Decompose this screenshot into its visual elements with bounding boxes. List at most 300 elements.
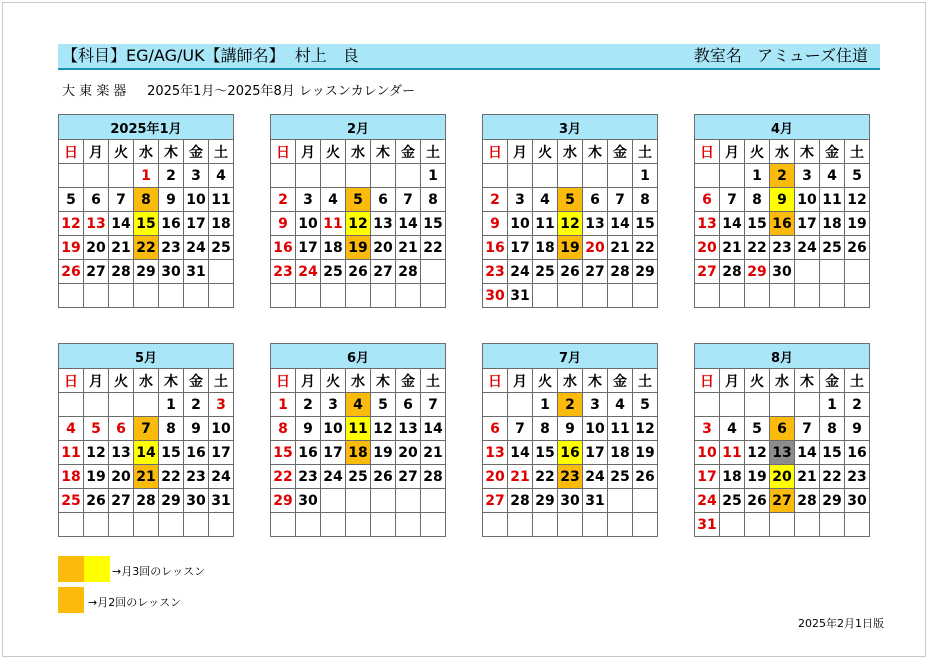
empty-cell	[583, 513, 608, 537]
day-cell: 22	[159, 465, 184, 489]
empty-cell	[820, 260, 845, 284]
day-cell: 28	[608, 260, 633, 284]
empty-cell	[371, 164, 396, 188]
weekday-header: 木	[159, 140, 184, 164]
weekday-header: 木	[795, 369, 820, 393]
day-cell: 6	[770, 417, 795, 441]
day-cell: 9	[296, 417, 321, 441]
day-cell: 7	[134, 417, 159, 441]
day-cell: 1	[820, 393, 845, 417]
empty-cell	[371, 513, 396, 537]
day-cell: 13	[371, 212, 396, 236]
day-cell: 15	[745, 212, 770, 236]
weekday-header: 土	[633, 140, 658, 164]
empty-cell	[720, 284, 745, 308]
day-cell: 17	[695, 465, 720, 489]
weekday-header: 月	[84, 369, 109, 393]
day-cell: 3	[795, 164, 820, 188]
day-cell: 28	[720, 260, 745, 284]
day-cell: 19	[84, 465, 109, 489]
day-cell: 16	[558, 441, 583, 465]
month-title: 3月	[483, 115, 658, 140]
weekday-header: 金	[608, 369, 633, 393]
weekday-header: 水	[134, 369, 159, 393]
day-cell: 8	[159, 417, 184, 441]
empty-cell	[421, 489, 446, 513]
day-cell: 7	[396, 188, 421, 212]
day-cell: 17	[795, 212, 820, 236]
day-cell: 27	[396, 465, 421, 489]
empty-cell	[321, 164, 346, 188]
day-cell: 11	[533, 212, 558, 236]
day-cell: 30	[159, 260, 184, 284]
empty-cell	[184, 284, 209, 308]
day-cell: 6	[583, 188, 608, 212]
day-cell: 24	[184, 236, 209, 260]
day-cell: 3	[695, 417, 720, 441]
empty-cell	[271, 513, 296, 537]
day-cell: 21	[109, 236, 134, 260]
day-cell: 20	[483, 465, 508, 489]
day-cell: 29	[159, 489, 184, 513]
day-cell: 15	[820, 441, 845, 465]
day-cell: 22	[745, 236, 770, 260]
month-calendar	[482, 343, 658, 537]
day-cell: 3	[296, 188, 321, 212]
empty-cell	[770, 284, 795, 308]
empty-cell	[296, 513, 321, 537]
day-cell: 11	[209, 188, 234, 212]
day-cell: 3	[583, 393, 608, 417]
day-cell: 26	[633, 465, 658, 489]
day-cell: 24	[795, 236, 820, 260]
day-cell: 15	[134, 212, 159, 236]
month-title: 4月	[695, 115, 870, 140]
day-cell: 12	[371, 417, 396, 441]
day-cell: 19	[633, 441, 658, 465]
day-cell: 1	[421, 164, 446, 188]
day-cell: 27	[770, 489, 795, 513]
empty-cell	[845, 284, 870, 308]
empty-cell	[321, 513, 346, 537]
weekday-header: 土	[421, 140, 446, 164]
empty-cell	[84, 164, 109, 188]
day-cell: 10	[508, 212, 533, 236]
day-cell: 9	[483, 212, 508, 236]
day-cell: 25	[608, 465, 633, 489]
day-cell: 10	[695, 441, 720, 465]
day-cell: 9	[271, 212, 296, 236]
weekday-header: 金	[820, 369, 845, 393]
day-cell: 31	[695, 513, 720, 537]
day-cell: 18	[533, 236, 558, 260]
weekday-header: 日	[483, 140, 508, 164]
day-cell: 31	[583, 489, 608, 513]
day-cell: 15	[533, 441, 558, 465]
weekday-header: 火	[533, 369, 558, 393]
classroom-name: アミューズ住道	[757, 46, 868, 65]
day-cell: 21	[795, 465, 820, 489]
day-cell: 29	[633, 260, 658, 284]
weekday-header: 月	[508, 369, 533, 393]
day-cell: 21	[134, 465, 159, 489]
day-cell: 8	[633, 188, 658, 212]
empty-cell	[371, 489, 396, 513]
weekday-header: 土	[421, 369, 446, 393]
weekday-header: 水	[558, 369, 583, 393]
day-cell: 5	[59, 188, 84, 212]
day-cell: 16	[159, 212, 184, 236]
day-cell: 11	[720, 441, 745, 465]
empty-cell	[508, 513, 533, 537]
month-calendar	[58, 114, 234, 308]
weekday-header: 月	[296, 369, 321, 393]
empty-cell	[271, 164, 296, 188]
day-cell: 14	[109, 212, 134, 236]
day-cell: 17	[321, 441, 346, 465]
day-cell: 20	[109, 465, 134, 489]
day-cell: 9	[770, 188, 795, 212]
day-cell: 14	[720, 212, 745, 236]
day-cell: 7	[720, 188, 745, 212]
empty-cell	[296, 164, 321, 188]
day-cell: 9	[184, 417, 209, 441]
weekday-header: 木	[583, 369, 608, 393]
weekday-header: 火	[745, 140, 770, 164]
month-title: 7月	[483, 344, 658, 369]
day-cell: 13	[770, 441, 795, 465]
day-cell: 1	[745, 164, 770, 188]
day-cell: 7	[795, 417, 820, 441]
teacher-name: 村上 良	[294, 46, 359, 65]
day-cell: 25	[720, 489, 745, 513]
empty-cell	[770, 393, 795, 417]
day-cell: 1	[533, 393, 558, 417]
weekday-header: 月	[508, 140, 533, 164]
day-cell: 14	[608, 212, 633, 236]
day-cell: 18	[720, 465, 745, 489]
empty-cell	[558, 513, 583, 537]
empty-cell	[84, 393, 109, 417]
day-cell: 20	[371, 236, 396, 260]
empty-cell	[695, 164, 720, 188]
day-cell: 30	[296, 489, 321, 513]
day-cell: 29	[533, 489, 558, 513]
empty-cell	[346, 164, 371, 188]
empty-cell	[558, 284, 583, 308]
empty-cell	[321, 284, 346, 308]
weekday-header: 金	[396, 140, 421, 164]
day-cell: 26	[59, 260, 84, 284]
day-cell: 14	[795, 441, 820, 465]
month-title: 6月	[271, 344, 446, 369]
empty-cell	[396, 164, 421, 188]
subject-teacher	[62, 46, 359, 66]
day-cell: 25	[209, 236, 234, 260]
day-cell: 24	[296, 260, 321, 284]
day-cell: 25	[59, 489, 84, 513]
weekday-header: 月	[296, 140, 321, 164]
day-cell: 15	[271, 441, 296, 465]
empty-cell	[84, 284, 109, 308]
day-cell: 5	[845, 164, 870, 188]
weekday-header: 金	[820, 140, 845, 164]
day-cell: 2	[483, 188, 508, 212]
day-cell: 20	[583, 236, 608, 260]
empty-cell	[608, 489, 633, 513]
subject-value: EG/AG/UK	[126, 46, 205, 65]
empty-cell	[59, 164, 84, 188]
day-cell: 21	[508, 465, 533, 489]
day-cell: 29	[820, 489, 845, 513]
day-cell: 18	[321, 236, 346, 260]
day-cell: 31	[508, 284, 533, 308]
day-cell: 11	[321, 212, 346, 236]
day-cell: 10	[296, 212, 321, 236]
month-title: 2025年1月	[59, 115, 234, 140]
day-cell: 23	[159, 236, 184, 260]
day-cell: 5	[371, 393, 396, 417]
day-cell: 19	[346, 236, 371, 260]
day-cell: 17	[583, 441, 608, 465]
month-calendar	[482, 114, 658, 308]
day-cell: 23	[184, 465, 209, 489]
weekday-header: 水	[770, 369, 795, 393]
day-cell: 24	[209, 465, 234, 489]
day-cell: 18	[59, 465, 84, 489]
day-cell: 17	[508, 236, 533, 260]
day-cell: 8	[745, 188, 770, 212]
weekday-header: 木	[583, 140, 608, 164]
empty-cell	[209, 513, 234, 537]
empty-cell	[59, 513, 84, 537]
empty-cell	[795, 393, 820, 417]
empty-cell	[134, 513, 159, 537]
day-cell: 23	[770, 236, 795, 260]
empty-cell	[271, 284, 296, 308]
day-cell: 25	[533, 260, 558, 284]
company-name: 大 東 楽 器	[62, 84, 127, 99]
day-cell: 24	[508, 260, 533, 284]
empty-cell	[633, 284, 658, 308]
day-cell: 14	[508, 441, 533, 465]
day-cell: 12	[845, 188, 870, 212]
classroom-info	[694, 46, 868, 66]
empty-cell	[84, 513, 109, 537]
day-cell: 28	[109, 260, 134, 284]
day-cell: 31	[184, 260, 209, 284]
weekday-header: 土	[845, 140, 870, 164]
weekday-header: 火	[533, 140, 558, 164]
day-cell: 1	[159, 393, 184, 417]
day-cell: 25	[820, 236, 845, 260]
weekday-header: 火	[321, 369, 346, 393]
empty-cell	[346, 513, 371, 537]
day-cell: 19	[845, 212, 870, 236]
day-cell: 13	[84, 212, 109, 236]
subtitle	[62, 80, 415, 99]
weekday-header: 火	[109, 369, 134, 393]
day-cell: 21	[720, 236, 745, 260]
empty-cell	[745, 284, 770, 308]
day-cell: 25	[346, 465, 371, 489]
empty-cell	[720, 513, 745, 537]
day-cell: 8	[533, 417, 558, 441]
period: 2025年1月～2025年8月	[147, 84, 295, 99]
empty-cell	[321, 489, 346, 513]
edition-date: 2025年2月1日版	[798, 617, 884, 630]
weekday-header: 日	[271, 369, 296, 393]
day-cell: 20	[695, 236, 720, 260]
day-cell: 11	[59, 441, 84, 465]
day-cell: 28	[134, 489, 159, 513]
weekday-header: 木	[159, 369, 184, 393]
empty-cell	[296, 284, 321, 308]
day-cell: 17	[209, 441, 234, 465]
day-cell: 26	[371, 465, 396, 489]
day-cell: 3	[321, 393, 346, 417]
weekday-header: 日	[483, 369, 508, 393]
weekday-header: 水	[346, 140, 371, 164]
day-cell: 22	[533, 465, 558, 489]
weekday-header: 水	[770, 140, 795, 164]
day-cell: 16	[845, 441, 870, 465]
day-cell: 1	[134, 164, 159, 188]
empty-cell	[608, 284, 633, 308]
day-cell: 31	[209, 489, 234, 513]
weekday-header: 火	[109, 140, 134, 164]
day-cell: 2	[558, 393, 583, 417]
month-title: 8月	[695, 344, 870, 369]
day-cell: 28	[421, 465, 446, 489]
empty-cell	[159, 284, 184, 308]
day-cell: 5	[745, 417, 770, 441]
weekday-header: 月	[84, 140, 109, 164]
weekday-header: 土	[209, 369, 234, 393]
empty-cell	[109, 393, 134, 417]
day-cell: 18	[209, 212, 234, 236]
empty-cell	[508, 164, 533, 188]
day-cell: 2	[770, 164, 795, 188]
day-cell: 13	[695, 212, 720, 236]
day-cell: 6	[109, 417, 134, 441]
day-cell: 12	[745, 441, 770, 465]
day-cell: 2	[296, 393, 321, 417]
day-cell: 16	[296, 441, 321, 465]
empty-cell	[59, 393, 84, 417]
day-cell: 11	[608, 417, 633, 441]
empty-cell	[159, 513, 184, 537]
day-cell: 13	[109, 441, 134, 465]
day-cell: 14	[421, 417, 446, 441]
weekday-header: 金	[184, 140, 209, 164]
teacher-label: 【講師名】	[204, 46, 285, 65]
empty-cell	[371, 284, 396, 308]
day-cell: 2	[845, 393, 870, 417]
day-cell: 15	[421, 212, 446, 236]
day-cell: 16	[271, 236, 296, 260]
day-cell: 10	[795, 188, 820, 212]
day-cell: 5	[558, 188, 583, 212]
day-cell: 18	[346, 441, 371, 465]
day-cell: 10	[184, 188, 209, 212]
month-calendar	[58, 343, 234, 537]
day-cell: 4	[59, 417, 84, 441]
day-cell: 3	[508, 188, 533, 212]
weekday-header: 木	[371, 369, 396, 393]
classroom-label: 教室名	[693, 46, 742, 65]
day-cell: 20	[770, 465, 795, 489]
month-calendar	[270, 343, 446, 537]
day-cell: 25	[321, 260, 346, 284]
weekday-header: 金	[184, 369, 209, 393]
day-cell: 30	[845, 489, 870, 513]
empty-cell	[795, 513, 820, 537]
day-cell: 23	[271, 260, 296, 284]
day-cell: 12	[84, 441, 109, 465]
empty-cell	[109, 513, 134, 537]
day-cell: 7	[508, 417, 533, 441]
day-cell: 7	[109, 188, 134, 212]
day-cell: 22	[820, 465, 845, 489]
empty-cell	[483, 164, 508, 188]
empty-cell	[583, 164, 608, 188]
header-bar	[58, 44, 880, 70]
empty-cell	[820, 513, 845, 537]
day-cell: 6	[84, 188, 109, 212]
empty-cell	[795, 260, 820, 284]
day-cell: 19	[371, 441, 396, 465]
empty-cell	[59, 284, 84, 308]
weekday-header: 日	[271, 140, 296, 164]
day-cell: 26	[346, 260, 371, 284]
day-cell: 2	[159, 164, 184, 188]
page-frame	[2, 2, 926, 657]
day-cell: 10	[583, 417, 608, 441]
day-cell: 16	[770, 212, 795, 236]
empty-cell	[745, 513, 770, 537]
day-cell: 4	[608, 393, 633, 417]
empty-cell	[396, 284, 421, 308]
month-title: 2月	[271, 115, 446, 140]
day-cell: 20	[396, 441, 421, 465]
day-cell: 21	[421, 441, 446, 465]
day-cell: 6	[695, 188, 720, 212]
day-cell: 8	[271, 417, 296, 441]
day-cell: 24	[321, 465, 346, 489]
day-cell: 7	[608, 188, 633, 212]
day-cell: 22	[271, 465, 296, 489]
day-cell: 26	[745, 489, 770, 513]
weekday-header: 日	[59, 140, 84, 164]
day-cell: 26	[845, 236, 870, 260]
empty-cell	[720, 164, 745, 188]
day-cell: 3	[209, 393, 234, 417]
empty-cell	[533, 513, 558, 537]
weekday-header: 水	[134, 140, 159, 164]
day-cell: 28	[795, 489, 820, 513]
day-cell: 13	[396, 417, 421, 441]
empty-cell	[421, 260, 446, 284]
day-cell: 16	[483, 236, 508, 260]
day-cell: 23	[296, 465, 321, 489]
empty-cell	[633, 513, 658, 537]
weekday-header: 土	[845, 369, 870, 393]
day-cell: 5	[633, 393, 658, 417]
day-cell: 30	[770, 260, 795, 284]
day-cell: 17	[296, 236, 321, 260]
empty-cell	[533, 164, 558, 188]
